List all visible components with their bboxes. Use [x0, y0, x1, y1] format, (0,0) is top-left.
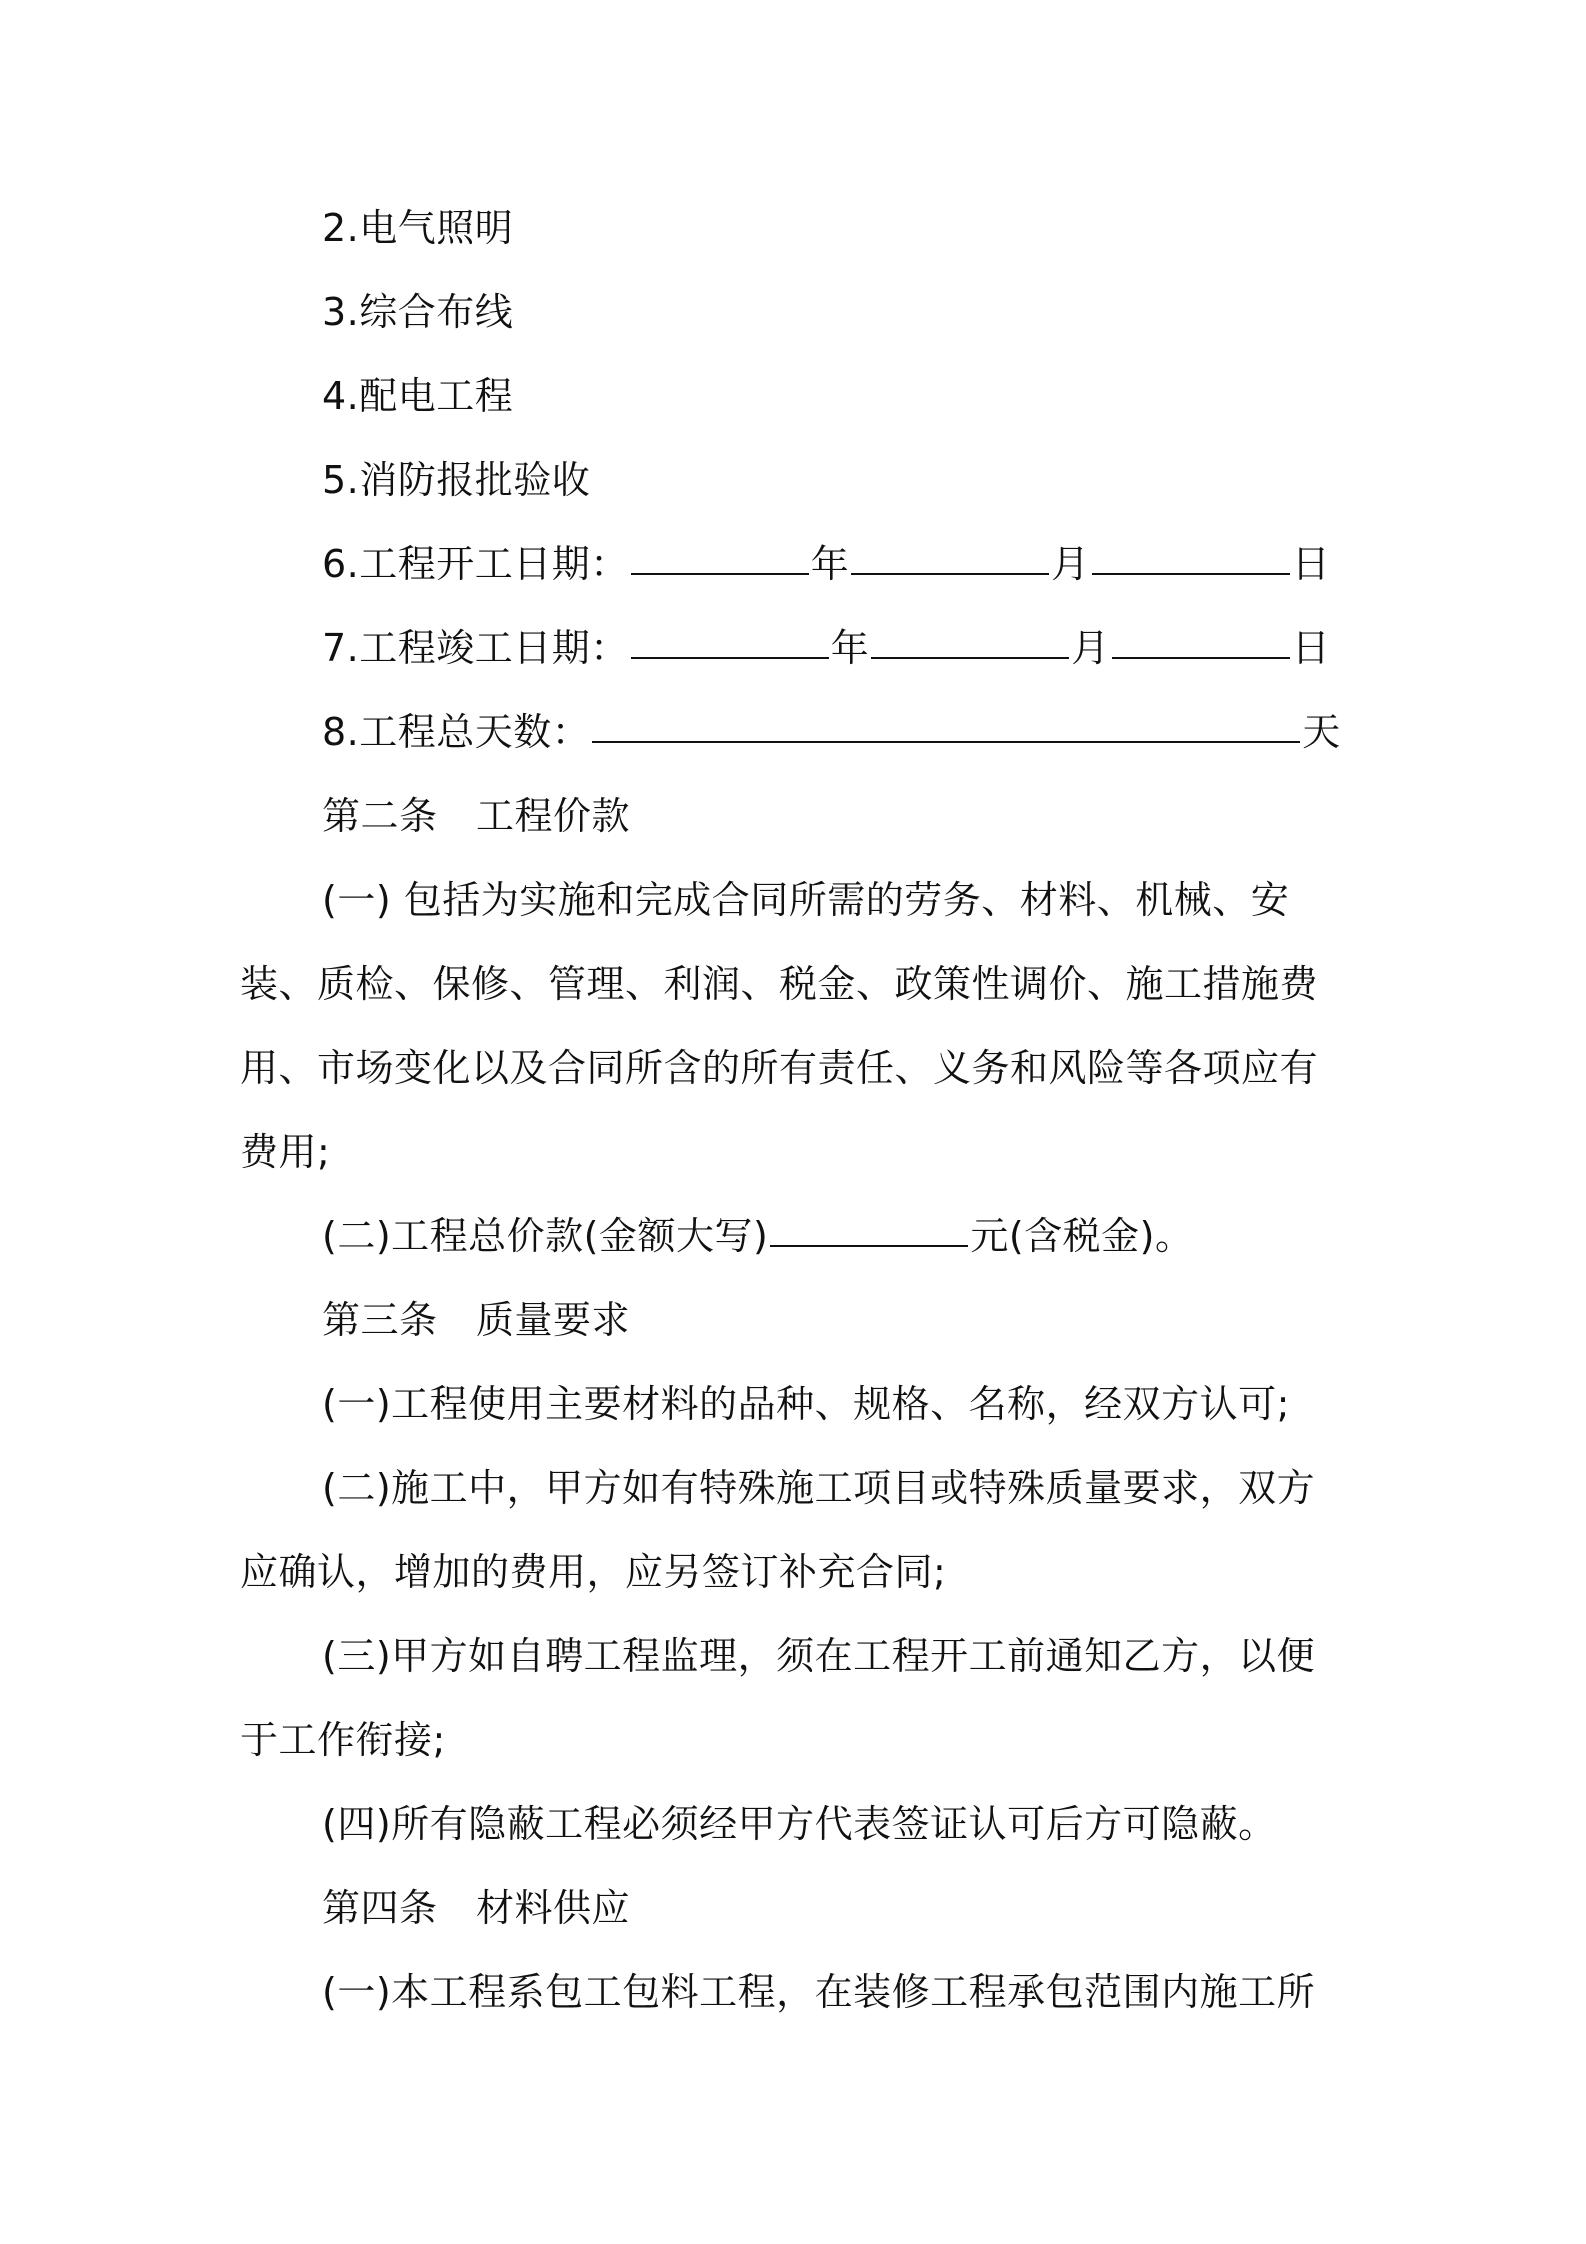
total-days-label: 8.工程总天数： [322, 710, 591, 754]
article-4-clause-1-line-1: (一)本工程系包工包料工程，在装修工程承包范围内施工所 [322, 1970, 1316, 2014]
item-integrated-cabling: 3.综合布线 [322, 290, 514, 334]
article-2-clause-1-line-1: (一) 包括为实施和完成合同所需的劳务、材料、机械、安 [322, 878, 1290, 922]
start-date-label: 6.工程开工日期： [322, 542, 629, 586]
article-4-heading: 第四条 材料供应 [322, 1886, 631, 1930]
article-2-clause-1-line-3: 用、市场变化以及合同所含的所有责任、义务和风险等各项应有 [240, 1046, 1319, 1090]
end-year-blank [631, 623, 829, 659]
article-3-clause-3-line-2: 于工作衔接; [240, 1718, 446, 1762]
total-days-row [322, 708, 1352, 756]
article-3-clause-4: (四)所有隐蔽工程必须经甲方代表签证认可后方可隐蔽。 [322, 1802, 1277, 1846]
end-day-unit: 日 [1291, 626, 1331, 670]
start-month-blank [851, 539, 1049, 575]
start-year-unit: 年 [810, 542, 850, 586]
end-day-blank [1112, 623, 1290, 659]
end-month-unit: 月 [1071, 626, 1110, 670]
item-electrical-lighting: 2.电气照明 [322, 206, 514, 250]
start-year-blank [631, 539, 809, 575]
article-2-clause-1-line-4: 费用; [240, 1130, 331, 1174]
total-days-blank [592, 707, 1300, 743]
end-year-unit: 年 [830, 626, 870, 670]
item-fire-approval: 5.消防报批验收 [322, 458, 591, 502]
end-month-blank [871, 623, 1069, 659]
total-days-unit: 天 [1302, 710, 1341, 754]
article-3-clause-1: (一)工程使用主要材料的品种、规格、名称，经双方认可; [322, 1382, 1290, 1426]
article-2-clause-1-line-2: 装、质检、保修、管理、利润、税金、政策性调价、施工措施费 [240, 962, 1319, 1006]
article-3-clause-3-line-1: (三)甲方如自聘工程监理，须在工程开工前通知乙方，以便 [322, 1634, 1316, 1678]
total-price-blank [770, 1211, 968, 1247]
start-day-blank [1092, 539, 1290, 575]
item-power-distribution: 4.配电工程 [322, 374, 514, 418]
total-price-prefix: (二)工程总价款(金额大写) [322, 1214, 769, 1258]
total-price-suffix: 元(含税金)。 [970, 1214, 1194, 1258]
article-3-clause-2-line-2: 应确认，增加的费用，应另签订补充合同; [240, 1550, 947, 1594]
article-3-clause-2-line-1: (二)施工中，甲方如有特殊施工项目或特殊质量要求，双方 [322, 1466, 1316, 1510]
start-date-row [322, 540, 1352, 588]
article-2-heading: 第二条 工程价款 [322, 794, 631, 838]
article-3-heading: 第三条 质量要求 [322, 1298, 631, 1342]
article-2-clause-2-row [322, 1212, 1352, 1260]
start-day-unit: 日 [1291, 542, 1331, 586]
end-date-row [322, 624, 1352, 672]
end-date-label: 7.工程竣工日期： [322, 626, 629, 670]
start-month-unit: 月 [1051, 542, 1090, 586]
